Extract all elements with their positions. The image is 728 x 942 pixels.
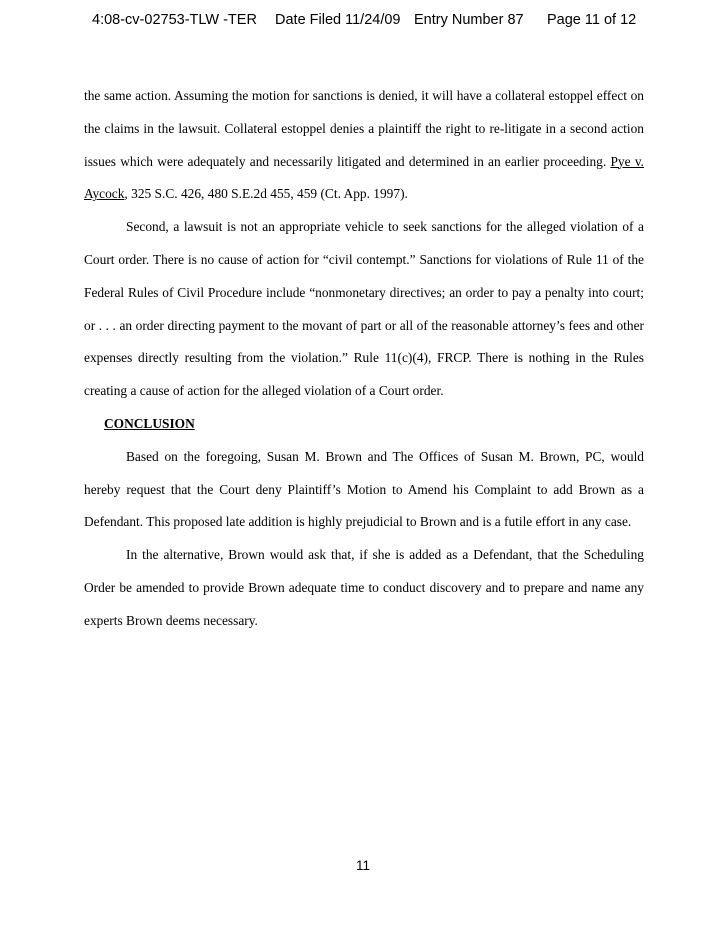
paragraph-collateral-estoppel (84, 80, 644, 211)
page-of-total: Page 11 of 12 (547, 12, 637, 28)
paragraph-request: Based on the foregoing, Susan M. Brown and The Offices of Susan M. Brown, PC, would hereby request that the Court deny Plaintiff’s Motion to Amend his Complaint to add Brown as a Defendant. This proposed late addition is highly prejudicial to Brown and is a futile effort in any case. (84, 448, 644, 530)
entry-number: Entry Number 87 (414, 12, 524, 28)
citation-reporter: , 325 S.C. 426, 480 S.E.2d 455, 459 (Ct. App. 1997). (124, 186, 408, 202)
conclusion-heading: CONCLUSION (104, 415, 195, 431)
page-number: 11 (355, 858, 370, 873)
page-footer (0, 858, 728, 873)
date-filed: Date Filed 11/24/09 (275, 12, 401, 28)
paragraph-sanctions: Second, a lawsuit is not an appropriate vehicle to seek sanctions for the alleged violation of a Court order. There is no cause of action for “civil contempt.” Sanctions for violations of Rule 11 of the Federal Rules of Civil Procedure include “nonmonetary directives; an order to pay a penalty into court; or . . . an order directing payment to the movant of part or all of the reasonable attorney’s fees and other expenses directly resulting from the violation.” Rule 11(c)(4), FRCP. There is nothing in the Rules creating a cause of action for the alleged violation of a Court order. (84, 219, 644, 399)
case-citation-name: Pye v. Aycock (84, 153, 645, 202)
paragraph-text: the same action. Assuming the motion for sanctions is denied, it will have a collateral estoppel effect on the claims in the lawsuit. Collateral estoppel denies a plaintiff the right to re-litigate in a second action issues which were adequately and necessarily litigated and determined in an earlier proceeding. (84, 88, 644, 169)
case-number: 4:08-cv-02753-TLW -TER (92, 12, 257, 28)
paragraph-alternative: In the alternative, Brown would ask that, if she is added as a Defendant, that the Scheduling Order be amended to provide Brown adequate time to conduct discovery and to prepare and name any experts Brown deems necessary. (84, 547, 644, 628)
document-body (84, 80, 644, 638)
